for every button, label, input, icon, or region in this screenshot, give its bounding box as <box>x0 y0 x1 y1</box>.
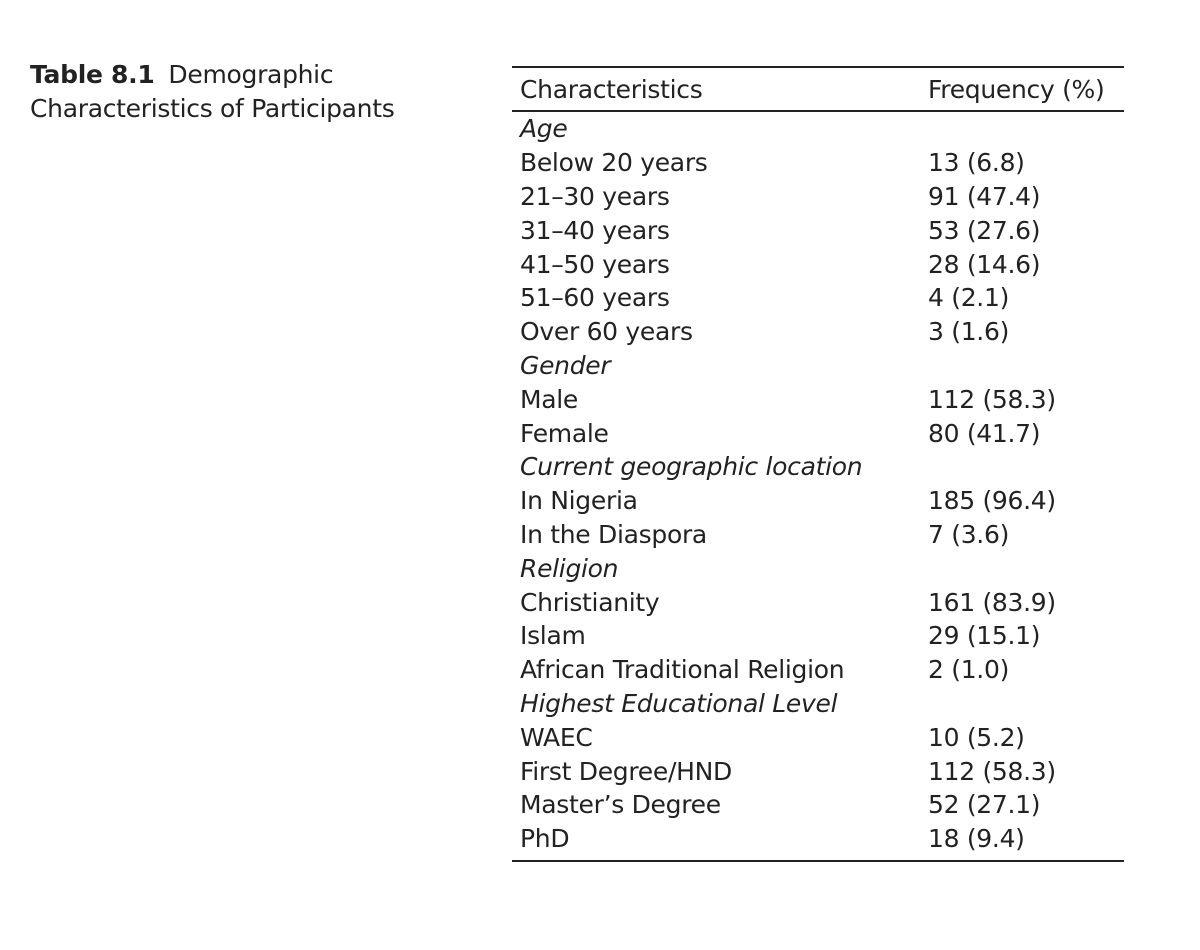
section-heading: Current geographic location <box>520 452 863 482</box>
frequency-value <box>920 551 1124 585</box>
table-row <box>512 416 1124 450</box>
frequency-value: 10 (5.2) <box>928 722 1025 752</box>
characteristic-label: Female <box>520 418 609 448</box>
table-row <box>512 382 1124 416</box>
header-frequency: Frequency (%) <box>928 74 1105 104</box>
table-row <box>512 180 1124 214</box>
frequency-value: 91 (47.4) <box>928 181 1041 211</box>
frequency-value: 80 (41.7) <box>928 418 1041 448</box>
table-row <box>512 619 1124 653</box>
frequency-value: 4 (2.1) <box>928 283 1010 313</box>
demographics-table <box>512 66 1124 862</box>
characteristic-label: Islam <box>520 621 586 651</box>
table-header-row <box>512 67 1124 111</box>
characteristic-label: African Traditional Religion <box>520 655 845 685</box>
characteristic-label: Master’s Degree <box>520 790 721 820</box>
frequency-value: 53 (27.6) <box>928 215 1041 245</box>
characteristic-label: 41–50 years <box>520 249 670 279</box>
characteristic-label: Below 20 years <box>520 148 708 178</box>
characteristic-label: 51–60 years <box>520 283 670 313</box>
frequency-value: 185 (96.4) <box>928 486 1056 516</box>
frequency-value: 28 (14.6) <box>928 249 1041 279</box>
table-row <box>512 822 1124 861</box>
frequency-value: 3 (1.6) <box>928 317 1010 347</box>
table-number: Table 8.1 <box>30 60 155 89</box>
frequency-value <box>920 687 1124 721</box>
frequency-value <box>920 111 1124 146</box>
table-row <box>512 281 1124 315</box>
characteristic-label: First Degree/HND <box>520 756 732 786</box>
table-row <box>512 653 1124 687</box>
characteristic-label: Christianity <box>520 587 660 617</box>
frequency-value: 161 (83.9) <box>928 587 1056 617</box>
frequency-value: 2 (1.0) <box>928 655 1010 685</box>
frequency-value: 29 (15.1) <box>928 621 1041 651</box>
characteristic-label: 21–30 years <box>520 181 670 211</box>
table-row <box>512 788 1124 822</box>
table-section-row <box>512 450 1124 484</box>
characteristic-label: 31–40 years <box>520 215 670 245</box>
frequency-value: 13 (6.8) <box>928 148 1025 178</box>
frequency-value: 7 (3.6) <box>928 519 1010 549</box>
section-heading: Highest Educational Level <box>520 688 838 718</box>
frequency-value: 112 (58.3) <box>928 384 1056 414</box>
table-section-row <box>512 687 1124 721</box>
table-row <box>512 754 1124 788</box>
characteristic-label: In the Diaspora <box>520 519 707 549</box>
characteristic-label: In Nigeria <box>520 486 638 516</box>
table-row <box>512 213 1124 247</box>
table-section-row <box>512 349 1124 383</box>
table-row <box>512 146 1124 180</box>
section-heading: Age <box>520 114 568 144</box>
table-title: Demographic Characteristics of Participants <box>30 60 395 123</box>
header-characteristics: Characteristics <box>520 74 703 104</box>
characteristic-label: Over 60 years <box>520 317 693 347</box>
table-row <box>512 484 1124 518</box>
section-heading: Gender <box>520 350 611 380</box>
table-caption <box>30 58 450 126</box>
frequency-value: 52 (27.1) <box>928 790 1041 820</box>
table-row <box>512 585 1124 619</box>
table-row <box>512 247 1124 281</box>
table-row <box>512 315 1124 349</box>
frequency-value <box>920 349 1124 383</box>
characteristic-label: WAEC <box>520 722 593 752</box>
frequency-value: 18 (9.4) <box>928 824 1025 854</box>
table-section-row <box>512 111 1124 146</box>
table-section-row <box>512 551 1124 585</box>
frequency-value <box>920 450 1124 484</box>
table-body <box>512 111 1124 861</box>
characteristic-label: Male <box>520 384 579 414</box>
frequency-value: 112 (58.3) <box>928 756 1056 786</box>
table-row <box>512 518 1124 552</box>
table-row <box>512 720 1124 754</box>
characteristic-label: PhD <box>520 824 570 854</box>
demographics-table-container <box>512 66 1124 862</box>
section-heading: Religion <box>520 553 619 583</box>
